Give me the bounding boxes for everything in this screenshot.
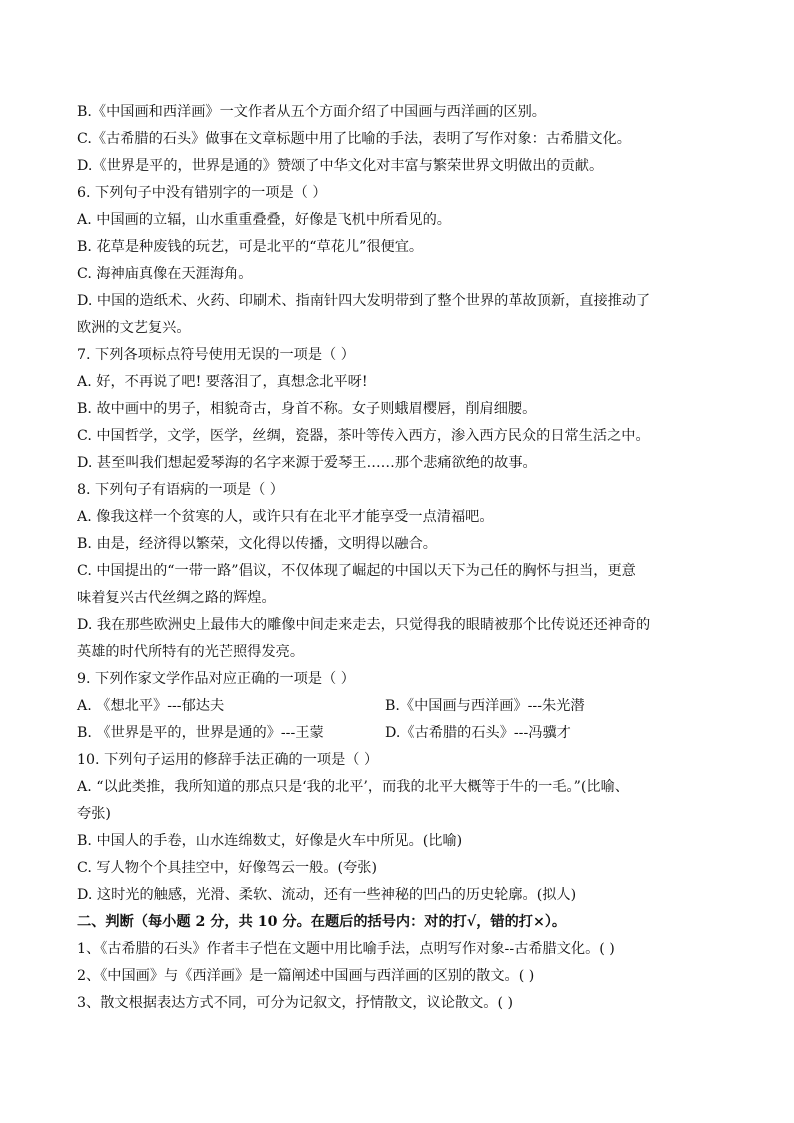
question-7-option-c: C. 中国哲学，文学，医学，丝绸，瓷器，茶叶等传入西方，渗入西方民众的日常生活之中。 xyxy=(77,428,650,444)
question-8-option-d: D. 我在那些欧洲史上最伟大的雕像中间走来走去，只觉得我的眼睛被那个比传说还还神奇的 xyxy=(77,617,651,633)
question-6-option-c: C. 海神庙真像在天涯海角。 xyxy=(77,266,253,282)
question-5-option-d: D.《世界是平的，世界是通的》赞颂了中华文化对丰富与繁荣世界文明做出的贡献。 xyxy=(77,158,604,174)
question-7-option-d: D. 甚至叫我们想起爱琴海的名字来源于爱琴王……那个悲痛欲绝的故事。 xyxy=(77,455,537,471)
question-10-option-b: B. 中国人的手卷，山水连绵数丈，好像是火车中所见。(比喻) xyxy=(77,833,463,849)
question-5-option-c: C.《古希腊的石头》做事在文章标题中用了比喻的手法，表明了写作对象：古希腊文化。 xyxy=(77,131,631,147)
question-6-stem: 6. 下列句子中没有错别字的一项是（ ） xyxy=(77,185,327,201)
question-7-stem: 7. 下列各项标点符号使用无误的一项是（ ） xyxy=(77,347,355,363)
question-8-option-a: A. 像我这样一个贫寒的人，或许只有在北平才能享受一点清福吧。 xyxy=(77,509,494,525)
question-9-option-a: A. 《想北平》---郁达夫 xyxy=(77,698,225,714)
judge-item-1: 1、《古希腊的石头》作者丰子恺在文题中用比喻手法，点明写作对象--古希腊文化。( ) xyxy=(77,941,615,957)
question-9-option-c: B. 《世界是平的，世界是通的》---王蒙 xyxy=(77,725,324,741)
judge-item-2: 2、《中国画》与《西洋画》是一篇阐述中国画与西洋画的区别的散文。( ) xyxy=(77,968,535,984)
section-2-title: 二、判断（每小题 2 分，共 10 分。在题后的括号内：对的打√，错的打×）。 xyxy=(77,914,567,930)
question-7-option-a: A. 好，不再说了吧! 要落泪了，真想念北平呀! xyxy=(77,374,368,390)
judge-item-3: 3、散文根据表达方式不同，可分为记叙文，抒情散文，议论散文。( ) xyxy=(77,995,514,1011)
question-8-option-b: B. 由是，经济得以繁荣，文化得以传播，文明得以融合。 xyxy=(77,536,437,552)
question-8-option-d-cont: 英雄的时代所特有的光芒照得发亮。 xyxy=(77,644,305,660)
question-6-option-d-cont: 欧洲的文艺复兴。 xyxy=(77,320,191,336)
question-10-option-a: A. “以此类推，我所知道的那点只是‘我的北平’，而我的北平大概等于牛的一毛。”(比喻、 xyxy=(77,779,629,795)
page-content xyxy=(77,99,727,1017)
question-10-option-c: C. 写人物个个具挂空中，好像驾云一般。(夸张) xyxy=(77,860,378,876)
question-9-option-b: B.《中国画与西洋画》---朱光潜 xyxy=(385,698,585,714)
question-8-stem: 8. 下列句子有语病的一项是（ ） xyxy=(77,482,284,498)
question-9-stem: 9. 下列作家文学作品对应正确的一项是（ ） xyxy=(77,671,355,687)
question-8-option-c-cont: 味着复兴古代丝绸之路的辉煌。 xyxy=(77,590,276,606)
question-9-options-row-2 xyxy=(77,720,727,747)
question-7-option-b: B. 故中画中的男子，相貌奇古，身首不称。女子则蛾眉樱唇，削肩细腰。 xyxy=(77,401,537,417)
question-10-stem: 10. 下列句子运用的修辞手法正确的一项是（ ） xyxy=(77,752,379,768)
question-5-option-b: B.《中国画和西洋画》一文作者从五个方面介绍了中国画与西洋画的区别。 xyxy=(77,104,546,120)
question-10-option-d: D. 这时光的触感，光滑、柔软、流动，还有一些神秘的凹凸的历史轮廓。(拟人) xyxy=(77,887,577,903)
question-8-option-c: C. 中国提出的“一带一路”倡议，不仅体现了崛起的中国以天下为己任的胸怀与担当，更意 xyxy=(77,563,636,579)
question-9-options-row-1 xyxy=(77,693,727,720)
question-6-option-d: D. 中国的造纸术、火药、印刷术、指南针四大发明带到了整个世界的革故顶新，直接推动了 xyxy=(77,293,651,309)
question-10-option-a-cont: 夸张) xyxy=(77,806,111,822)
question-6-option-b: B. 花草是种废钱的玩艺，可是北平的“草花儿”很便宜。 xyxy=(77,239,424,255)
question-9-option-d: D.《古希腊的石头》---冯骥才 xyxy=(385,725,571,741)
question-6-option-a: A. 中国画的立辐，山水重重叠叠，好像是飞机中所看见的。 xyxy=(77,212,451,228)
